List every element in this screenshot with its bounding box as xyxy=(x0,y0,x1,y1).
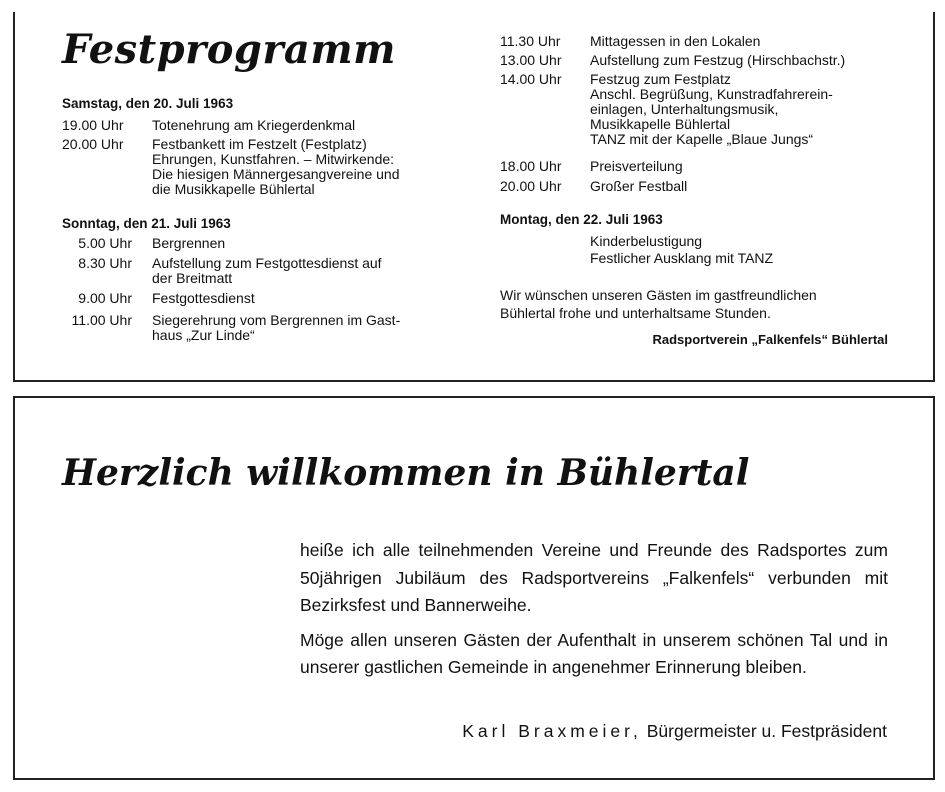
wish-text: Bühlertal frohe und unterhaltsame Stunden. xyxy=(500,305,771,321)
schedule-time: 19.00 Uhr xyxy=(62,117,124,133)
schedule-desc: Festzug zum Festplatz xyxy=(590,71,731,87)
schedule-time: 20.00 Uhr xyxy=(62,136,124,152)
monday-item: Kinderbelustigung xyxy=(590,233,703,249)
schedule-desc: Die hiesigen Männergesangvereine und xyxy=(152,166,400,182)
schedule-desc: Festbankett im Festzelt (Festplatz) xyxy=(152,136,367,152)
schedule-desc: Anschl. Begrüßung, Kunstradfahrerein- xyxy=(590,86,833,102)
festprogramm-title: Festprogramm xyxy=(62,26,396,73)
schedule-time: 18.00 Uhr xyxy=(500,158,562,174)
schedule-time: 11.30 Uhr xyxy=(500,33,561,49)
schedule-desc: haus „Zur Linde“ xyxy=(152,327,255,343)
schedule-desc: Aufstellung zum Festgottesdienst auf xyxy=(152,255,382,271)
saturday-heading: Samstag, den 20. Juli 1963 xyxy=(62,96,234,111)
letter-paragraph: heiße ich alle teilnehmenden Vereine und Freunde des Radsportes zum 50jährigen Jubiläum des Radsportvereins „Falkenfels“ verbunden mit Bezirksfest und Bannerweihe. xyxy=(300,540,888,615)
signature-name: Karl Braxmeier, xyxy=(462,721,642,741)
schedule-desc: Ehrungen, Kunstfahren. – Mitwirkende: xyxy=(152,151,395,167)
schedule-time: 20.00 Uhr xyxy=(500,178,562,194)
schedule-desc: der Breitmatt xyxy=(152,270,233,286)
schedule-desc: Bergrennen xyxy=(152,235,226,251)
sunday-heading: Sonntag, den 21. Juli 1963 xyxy=(62,216,231,231)
schedule-desc: die Musikkapelle Bühlertal xyxy=(152,181,315,197)
schedule-desc: Festgottesdienst xyxy=(152,290,255,306)
schedule-time: 8.30 Uhr xyxy=(78,255,132,271)
schedule-desc: Großer Festball xyxy=(590,178,688,194)
schedule-desc: TANZ mit der Kapelle „Blaue Jungs“ xyxy=(590,131,814,147)
schedule-desc: Preisverteilung xyxy=(590,158,683,174)
schedule-time: 13.00 Uhr xyxy=(500,52,562,68)
schedule-desc: Musikkapelle Bühlertal xyxy=(590,116,731,132)
schedule-time: 11.00 Uhr xyxy=(71,312,132,328)
schedule-desc: einlagen, Unterhaltungsmusik, xyxy=(590,101,779,117)
schedule-time: 5.00 Uhr xyxy=(78,235,132,251)
monday-item: Festlicher Ausklang mit TANZ xyxy=(590,250,774,266)
wish-text: Wir wünschen unseren Gästen im gastfreundlichen xyxy=(500,287,817,303)
monday-heading: Montag, den 22. Juli 1963 xyxy=(500,212,663,227)
club-signature: Radsportverein „Falkenfels“ Bühlertal xyxy=(652,332,888,347)
welcome-title: Herzlich willkommen in Bühlertal xyxy=(62,452,750,494)
schedule-desc: Aufstellung zum Festzug (Hirschbachstr.) xyxy=(590,52,846,68)
schedule-desc: Totenehrung am Kriegerdenkmal xyxy=(152,117,356,133)
schedule-time: 14.00 Uhr xyxy=(500,71,562,87)
mayor-signature xyxy=(462,721,887,742)
schedule-desc: Mittagessen in den Lokalen xyxy=(590,33,761,49)
welcome-letter xyxy=(300,537,888,682)
letter-paragraph: Möge allen unseren Gästen der Aufenthalt in unserem schönen Tal und in unserer gastlichen Gemeinde in angenehmer Erinnerung bleiben. xyxy=(300,629,888,677)
signature-title: Bürgermeister u. Festpräsident xyxy=(646,721,887,741)
schedule-time: 9.00 Uhr xyxy=(78,290,132,306)
schedule-desc: Siegerehrung vom Bergrennen im Gast- xyxy=(152,312,401,328)
